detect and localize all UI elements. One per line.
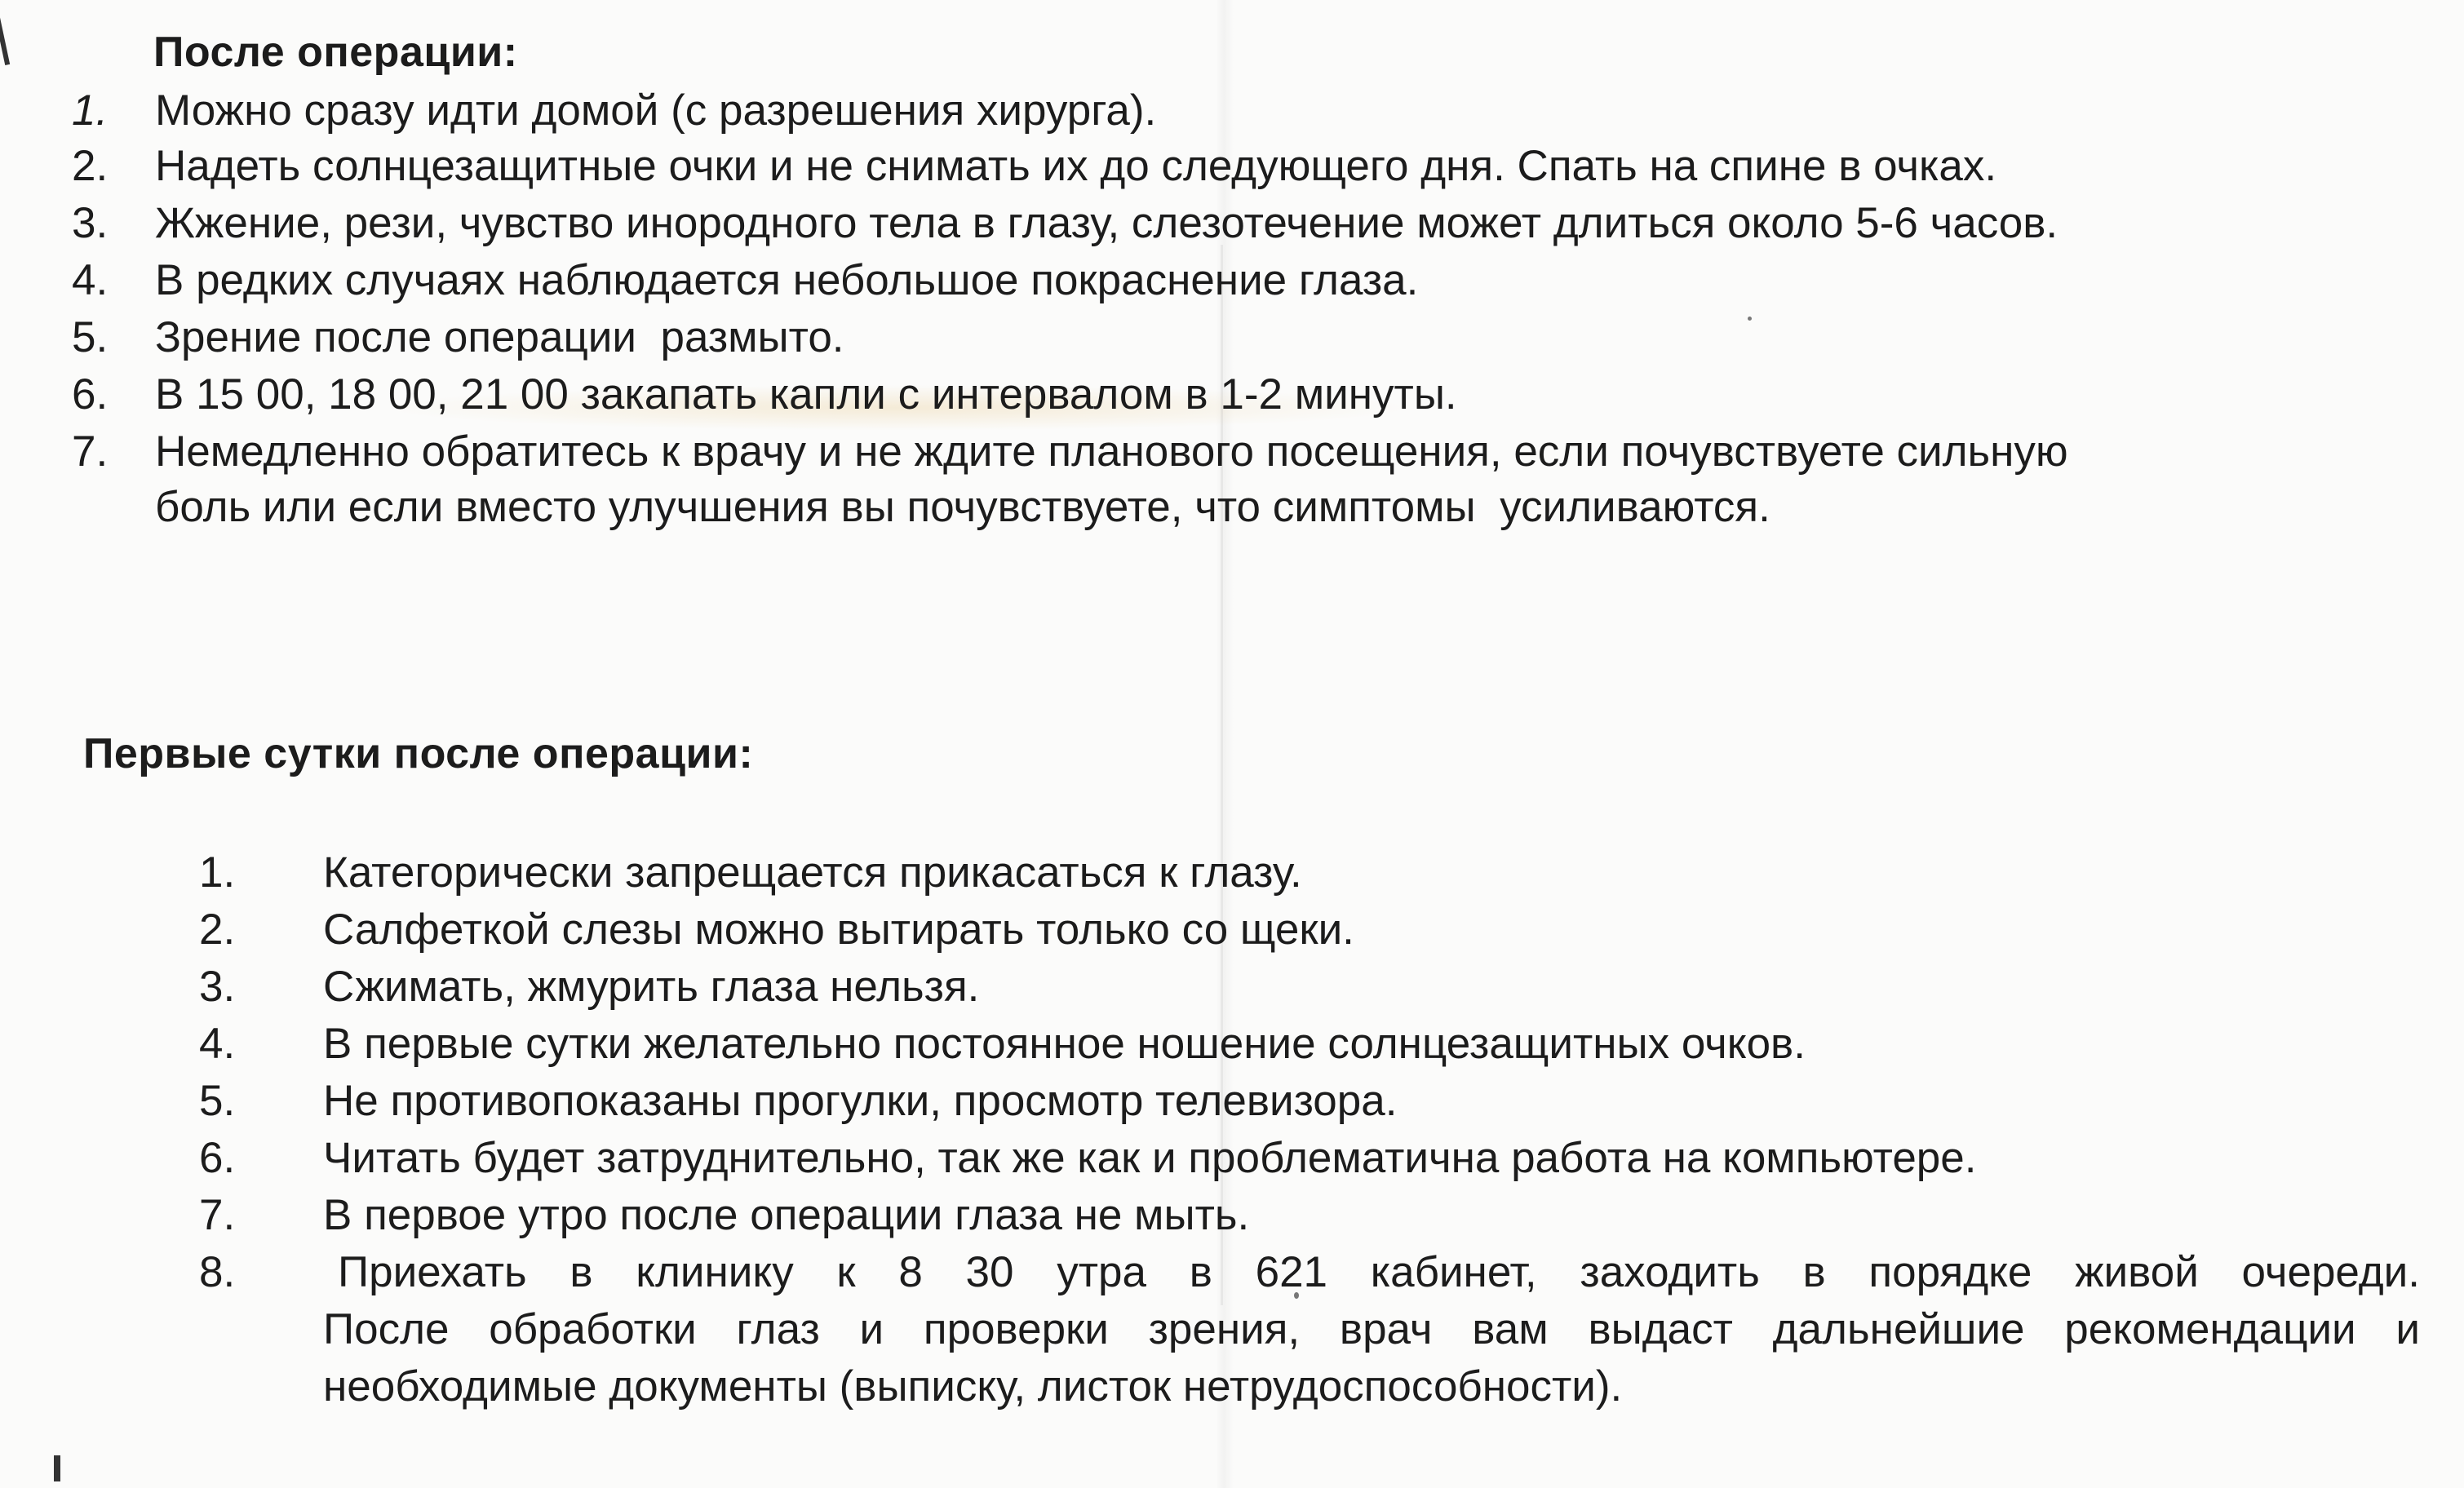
item-number: 6. xyxy=(72,370,109,418)
item-number: 4. xyxy=(72,256,109,304)
item-number: 7. xyxy=(199,1191,236,1239)
item-text: Читать будет затруднительно, так же как и проблематична работа на компьютере. xyxy=(323,1134,1977,1182)
item-number: 1. xyxy=(72,86,109,135)
item-number: 3. xyxy=(72,199,109,247)
paper-speck xyxy=(1748,317,1752,321)
item-text: В первые сутки желательно постоянное ношение солнцезащитных очков. xyxy=(323,1020,1806,1068)
item-text: Зрение после операции размыто. xyxy=(155,313,844,361)
section2-heading: Первые сутки после операции: xyxy=(83,730,754,777)
item-number: 5. xyxy=(72,313,109,361)
item-number: 3. xyxy=(199,963,236,1011)
section1-heading: После операции: xyxy=(153,29,518,76)
item-number: 6. xyxy=(199,1134,236,1182)
item-text: Жжение, рези, чувство инородного тела в глазу, слезотечение может длиться около 5-6 часов. xyxy=(155,199,2059,247)
item-text: В первое утро после операции глаза не мыть. xyxy=(323,1191,1250,1239)
item-text: В редких случаях наблюдается небольшое покраснение глаза. xyxy=(155,256,1419,304)
item-text: боль или если вместо улучшения вы почувствуете, что симптомы усиливаются. xyxy=(155,483,1770,531)
item-number: 2. xyxy=(199,906,236,954)
item-number: 1. xyxy=(199,848,236,897)
item-text: Категорически запрещается прикасаться к глазу. xyxy=(323,848,1302,897)
scan-edge-mark xyxy=(0,16,10,65)
item-text: Салфеткой слезы можно вытирать только со щеки. xyxy=(323,906,1354,954)
item-text: В 15 00, 18 00, 21 00 закапать капли с интервалом в 1-2 минуты. xyxy=(155,370,1457,418)
item-number: 8. xyxy=(199,1248,236,1296)
item-text: Приехать в клинику к 8 30 утра в 621 кабинет, заходить в порядке живой очереди. xyxy=(338,1248,2420,1296)
item-text: Можно сразу идти домой (с разрешения хирурга). xyxy=(155,86,1157,135)
item-text: После обработки глаз и проверки зрения, врач вам выдаст дальнейшие рекомендации и xyxy=(323,1305,2420,1353)
item-text: Немедленно обратитесь к врачу и не ждите планового посещения, если почувствуете сильную xyxy=(155,427,2068,476)
item-number: 2. xyxy=(72,142,109,190)
item-number: 5. xyxy=(199,1077,236,1125)
item-text: Не противопоказаны прогулки, просмотр телевизора. xyxy=(323,1077,1398,1125)
item-number: 7. xyxy=(72,427,109,476)
item-text: Сжимать, жмурить глаза нельзя. xyxy=(323,963,980,1011)
item-text: Надеть солнцезащитные очки и не снимать их до следующего дня. Спать на спине в очках. xyxy=(155,142,1997,190)
item-text: необходимые документы (выписку, листок нетрудоспособности). xyxy=(323,1362,1623,1410)
scan-edge-mark xyxy=(54,1455,60,1481)
item-number: 4. xyxy=(199,1020,236,1068)
